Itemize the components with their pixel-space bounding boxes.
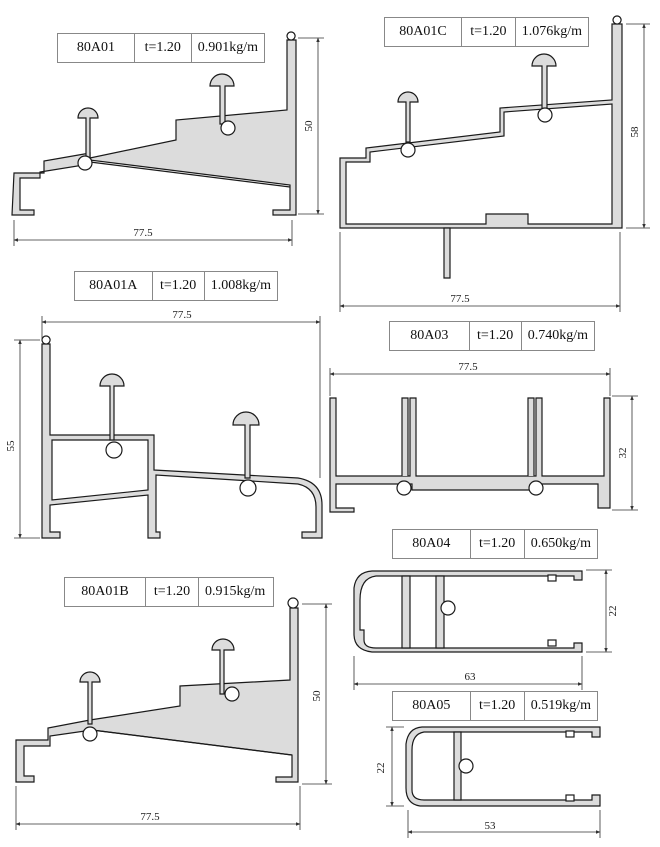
profile-code: 80A04 xyxy=(393,530,471,558)
profile-weight: 0.915kg/m xyxy=(205,584,266,599)
profile-thickness: t=1.20 xyxy=(462,18,516,46)
profile-code: 80A01B xyxy=(65,578,146,606)
profile-80A04-section xyxy=(354,571,582,652)
width-dim-80A03: 77.5 xyxy=(458,361,478,373)
profile-80A01B-section xyxy=(16,598,298,782)
profile-weight: 0.740kg/m xyxy=(527,328,588,343)
height-dim-80A01C: 58 xyxy=(629,126,641,138)
width-dim-80A01: 77.5 xyxy=(133,227,153,239)
profile-thickness: t=1.20 xyxy=(471,692,525,720)
profile-80A01-section xyxy=(12,32,296,215)
profile-thickness: t=1.20 xyxy=(470,322,522,350)
dimension-80A04 xyxy=(354,570,612,690)
height-dim-80A01: 50 xyxy=(303,120,315,132)
height-dim-80A01A: 55 xyxy=(5,440,17,452)
profile-weight: 0.650kg/m xyxy=(530,536,591,551)
profile-code: 80A01A xyxy=(75,272,153,300)
profile-80A05-section xyxy=(406,727,600,806)
profile-thickness: t=1.20 xyxy=(153,272,205,300)
profile-thickness: t=1.20 xyxy=(471,530,525,558)
profile-weight: 0.901kg/m xyxy=(197,40,258,55)
profile-code: 80A03 xyxy=(390,322,470,350)
profile-thickness: t=1.20 xyxy=(135,34,192,62)
width-dim-80A01B: 77.5 xyxy=(140,811,160,823)
height-dim-80A03: 32 xyxy=(617,447,629,459)
width-dim-80A04: 63 xyxy=(464,671,476,683)
profile-thickness: t=1.20 xyxy=(146,578,199,606)
profile-code: 80A05 xyxy=(393,692,471,720)
width-dim-80A05: 53 xyxy=(484,820,496,832)
height-dim-80A04: 22 xyxy=(607,605,619,617)
profile-code: 80A01C xyxy=(385,18,462,46)
profile-weight: 1.076kg/m xyxy=(521,24,582,39)
dimension-80A01A xyxy=(14,316,320,538)
profile-80A01A-section xyxy=(42,336,322,538)
profile-weight: 1.008kg/m xyxy=(210,278,271,293)
width-dim-80A01A: 77.5 xyxy=(172,309,192,321)
height-dim-80A05: 22 xyxy=(375,762,387,774)
width-dim-80A01C: 77.5 xyxy=(450,293,470,305)
profile-weight: 0.519kg/m xyxy=(530,698,591,713)
profile-code: 80A01 xyxy=(58,34,135,62)
profile-80A03-section xyxy=(330,398,610,512)
height-dim-80A01B: 50 xyxy=(311,690,323,702)
profile-80A01C-section xyxy=(340,16,622,278)
